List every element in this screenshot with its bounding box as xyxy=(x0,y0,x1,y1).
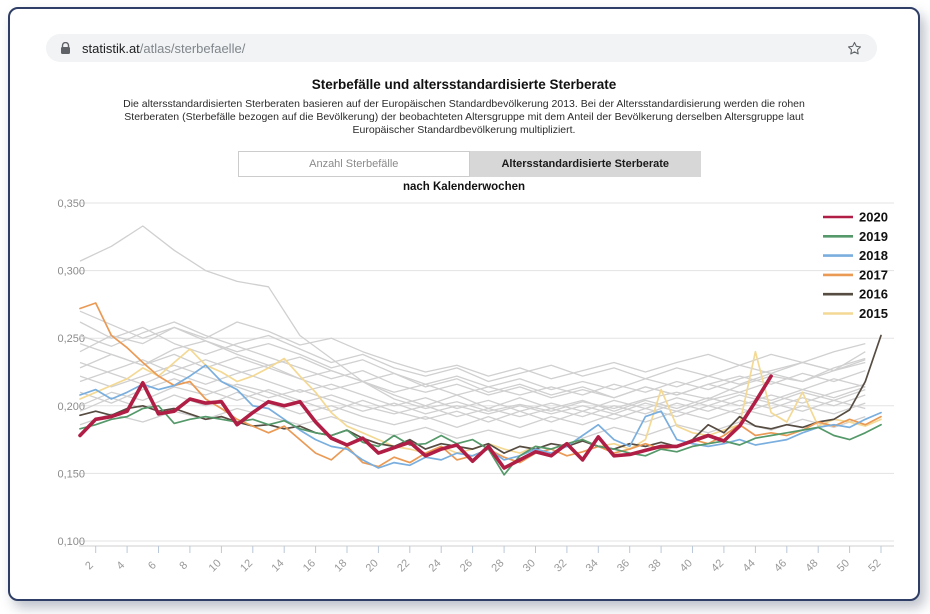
legend-label-2018[interactable]: 2018 xyxy=(859,248,888,264)
x-tick-label: 26 xyxy=(457,557,476,575)
legend-label-2017[interactable]: 2017 xyxy=(859,267,888,283)
browser-window-frame xyxy=(8,7,920,601)
background-year-line xyxy=(80,322,865,382)
background-year-line xyxy=(80,226,865,411)
page-title: Sterbefälle und altersstandardisierte Sterberate xyxy=(311,77,617,92)
series-line-2019 xyxy=(80,406,881,475)
x-tick-label: 36 xyxy=(615,557,633,575)
view-tabs xyxy=(238,151,701,177)
tab-anzahl-sterbefaelle[interactable]: Anzahl Sterbefälle xyxy=(238,151,470,177)
tab-altersstandardisierte-sterberate[interactable]: Altersstandardisierte Sterberate xyxy=(470,151,702,177)
legend-label-2016[interactable]: 2016 xyxy=(859,286,888,302)
url-domain: statistik.at xyxy=(82,40,140,56)
x-tick-label: 8 xyxy=(177,559,191,573)
x-tick-label: 28 xyxy=(489,557,507,575)
x-tick-label: 6 xyxy=(145,559,159,573)
x-tick-label: 32 xyxy=(552,557,570,575)
page-description: Die altersstandardisierten Sterberaten basieren auf der Europäischen Standardbevölkerung 2013. Bei der Altersstandardisierung werden die rohen Sterberaten (Sterbefälle bezogen auf die Bevölkerung) der beobachteten Altersgruppe mit dem Anteil der Bevölkerung derselben Altersgruppe laut Europäischer Standardbevölkerung multipliziert. xyxy=(123,98,805,136)
y-tick-label: 0,150 xyxy=(57,468,85,481)
x-tick-label: 40 xyxy=(677,557,695,575)
x-tick-label: 22 xyxy=(395,557,413,575)
url-path: /atlas/sterbefaelle/ xyxy=(139,40,246,56)
x-tick-label: 2 xyxy=(83,559,96,573)
url-bar[interactable] xyxy=(46,34,877,62)
x-tick-label: 48 xyxy=(803,557,821,575)
x-tick-label: 44 xyxy=(740,557,758,575)
x-tick-label: 38 xyxy=(646,557,664,575)
legend-label-2020[interactable]: 2020 xyxy=(859,209,888,225)
x-tick-label: 18 xyxy=(332,557,350,575)
x-tick-label: 10 xyxy=(206,557,224,575)
y-tick-label: 0,350 xyxy=(57,198,85,210)
y-tick-label: 0,250 xyxy=(57,333,85,346)
chart-subtitle: nach Kalenderwochen xyxy=(402,181,526,193)
x-tick-label: 34 xyxy=(583,557,601,575)
mortality-rate-line-chart xyxy=(10,191,920,595)
x-tick-label: 20 xyxy=(363,557,381,575)
legend-label-2019[interactable]: 2019 xyxy=(859,228,888,244)
x-tick-label: 16 xyxy=(300,557,319,575)
x-tick-label: 14 xyxy=(269,557,287,575)
x-tick-label: 24 xyxy=(426,557,444,575)
y-tick-label: 0,200 xyxy=(57,400,85,413)
x-tick-label: 12 xyxy=(238,557,256,575)
lock-icon[interactable] xyxy=(60,42,71,55)
y-tick-label: 0,100 xyxy=(57,536,85,548)
y-tick-label: 0,300 xyxy=(57,265,85,278)
bookmark-star-icon[interactable] xyxy=(846,40,863,57)
x-tick-label: 42 xyxy=(709,557,727,575)
x-tick-label: 4 xyxy=(114,559,128,573)
x-tick-label: 50 xyxy=(834,557,853,575)
legend-label-2015[interactable]: 2015 xyxy=(859,306,888,321)
x-tick-label: 46 xyxy=(772,557,790,575)
x-tick-label: 30 xyxy=(520,557,538,575)
url-text xyxy=(82,41,245,56)
x-tick-label: 52 xyxy=(866,557,884,575)
